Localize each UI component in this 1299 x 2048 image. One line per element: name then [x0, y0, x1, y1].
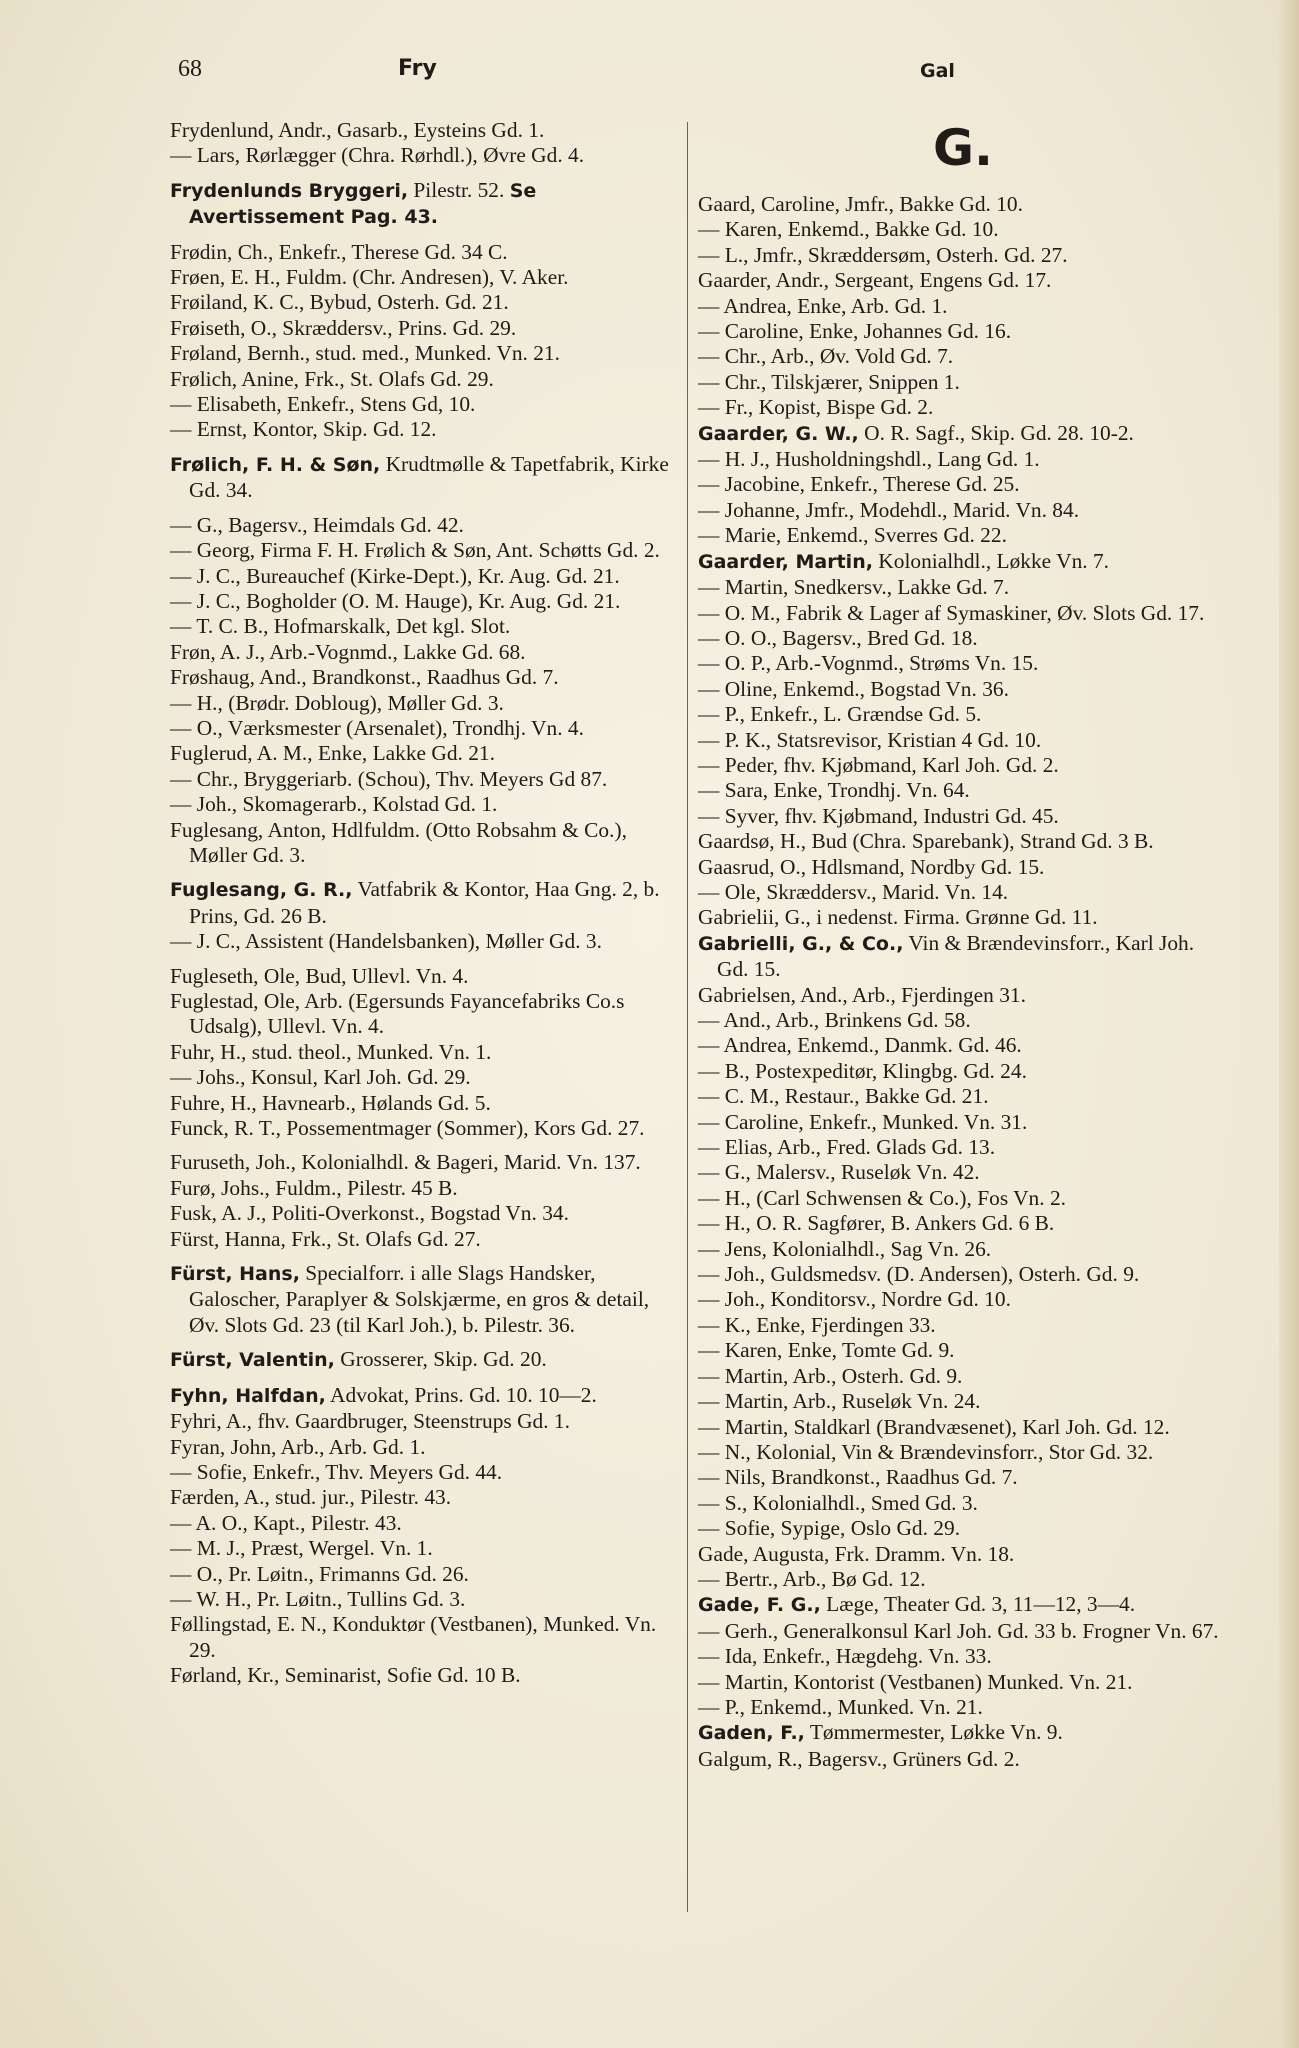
directory-entry: [698, 905, 1228, 930]
entry-text: — K., Enke, Fjerdingen 33.: [698, 1312, 936, 1337]
directory-entry: [170, 1663, 678, 1688]
right-running-head: Gal: [920, 60, 955, 82]
entry-text: — P., Enkefr., L. Grændse Gd. 5.: [698, 702, 982, 727]
entry-text: — B., Postexpeditør, Klingbg. Gd. 24.: [698, 1058, 1027, 1083]
entry-text: Frøen, E. H., Fuldm. (Chr. Andresen), V. Aker.: [170, 265, 569, 290]
entry-text: — Joh., Skomagerarb., Kolstad Gd. 1.: [170, 792, 498, 817]
entry-text: — Martin, Staldkarl (Brandvæsenet), Karl Joh. Gd. 12.: [698, 1414, 1170, 1439]
entry-text: Tømmermester, Løkke Vn. 9.: [804, 1720, 1063, 1745]
directory-entry: [698, 1720, 1228, 1746]
directory-entry: [698, 1110, 1228, 1135]
directory-entry: [698, 778, 1228, 803]
directory-entry: [170, 1040, 678, 1065]
directory-entry: [698, 728, 1228, 753]
entry-text: — Gerh., Generalkonsul Karl Joh. Gd. 33 b. Frogner Vn. 67.: [698, 1618, 1219, 1643]
directory-entry: [698, 1262, 1228, 1287]
entry-text: Funck, R. T., Possementmager (Sommer), Kors Gd. 27.: [170, 1116, 645, 1141]
directory-entry: [170, 716, 678, 741]
directory-entry: [170, 417, 678, 442]
entry-text: — Jacobine, Enkefr., Therese Gd. 25.: [698, 472, 1020, 497]
entry-text: — Joh., Guldsmedsv. (D. Andersen), Osterh. Gd. 9.: [698, 1262, 1140, 1287]
directory-entry: [170, 665, 678, 690]
directory-entry: [698, 931, 1228, 983]
entry-text: Frølich, Anine, Frk., St. Olafs Gd. 29.: [170, 366, 494, 391]
directory-entry: [698, 1695, 1228, 1720]
directory-entry: [170, 818, 678, 869]
directory-entry: [698, 575, 1228, 600]
directory-entry: [698, 1364, 1228, 1389]
entry-text: — Georg, Firma F. H. Frølich & Søn, Ant. Schøtts Gd. 2.: [170, 538, 660, 563]
entry-text: — Martin, Kontorist (Vestbanen) Munked. Vn. 21.: [698, 1669, 1133, 1694]
directory-entry: [170, 143, 678, 168]
directory-entry: [698, 1313, 1228, 1338]
entry-text: — Caroline, Enkefr., Munked. Vn. 31.: [698, 1109, 1028, 1134]
entry-text: Galgum, R., Bagersv., Grüners Gd. 2.: [698, 1746, 1020, 1771]
directory-entry: [698, 217, 1228, 242]
directory-entry: [698, 268, 1228, 293]
directory-entry: [170, 1383, 678, 1409]
entry-text: — Johs., Konsul, Karl Joh. Gd. 29.: [170, 1065, 471, 1090]
directory-entry: [698, 344, 1228, 369]
directory-entry: [170, 792, 678, 817]
entry-text: — Sofie, Sypige, Oslo Gd. 29.: [698, 1516, 961, 1541]
directory-entry: [698, 1237, 1228, 1262]
directory-entry: [170, 1116, 678, 1141]
directory-entry: [170, 265, 678, 290]
directory-entry: [170, 1347, 678, 1373]
entry-text: Læge, Theater Gd. 3, 11—12, 3—4.: [820, 1592, 1136, 1617]
directory-entry: [698, 702, 1228, 727]
entry-text: — P. K., Statsrevisor, Kristian 4 Gd. 10.: [698, 727, 1042, 752]
directory-entry: [698, 1287, 1228, 1312]
entry-text: — O. O., Bagersv., Bred Gd. 18.: [698, 625, 978, 650]
entry-text: — O. M., Fabrik & Lager af Symaskiner, Øv. Slots Gd. 17.: [698, 600, 1205, 625]
directory-entry: [170, 367, 678, 392]
entry-text: — J. C., Assistent (Handelsbanken), Møller Gd. 3.: [170, 929, 602, 954]
entry-text: — O., Værksmester (Arsenalet), Trondhj. Vn. 4.: [170, 715, 584, 740]
directory-entry: [170, 1485, 678, 1510]
directory-entry: [698, 626, 1228, 651]
firm-name: Fürst, Hans,: [170, 1263, 300, 1286]
entry-text: Fuhre, H., Havnearb., Hølands Gd. 5.: [170, 1090, 491, 1115]
directory-entry: [698, 601, 1228, 626]
entry-text: — Fr., Kopist, Bispe Gd. 2.: [698, 395, 934, 420]
entry-text: Fugleseth, Ole, Bud, Ullevl. Vn. 4.: [170, 963, 469, 988]
entry-text: Frøiseth, O., Skræddersv., Prins. Gd. 29.: [170, 315, 517, 340]
entry-text: — C. M., Restaur., Bakke Gd. 21.: [698, 1084, 989, 1109]
directory-entry: [698, 1465, 1228, 1490]
entry-text: Føllingstad, E. N., Konduktør (Vestbanen), Munked. Vn. 29.: [170, 1612, 657, 1662]
firm-name: Gabrielli, G., & Co.,: [698, 932, 904, 955]
directory-entry: [698, 1389, 1228, 1414]
entry-text: — Oline, Enkemd., Bogstad Vn. 36.: [698, 676, 1009, 701]
entry-text: — H., (Carl Schwensen & Co.), Fos Vn. 2.: [698, 1185, 1066, 1210]
entry-text: Fusk, A. J., Politi-Overkonst., Bogstad Vn. 34.: [170, 1201, 569, 1226]
entry-text: — And., Arb., Brinkens Gd. 58.: [698, 1008, 971, 1032]
entry-text: — J. C., Bureauchef (Kirke-Dept.), Kr. Aug. Gd. 21.: [170, 563, 620, 588]
firm-name: Fuglesang, G. R.,: [170, 879, 353, 902]
right-column-entries: [698, 192, 1228, 1772]
directory-entry: [698, 523, 1228, 548]
firm-name: Gaden, F.,: [698, 1722, 805, 1745]
entry-text: — A. O., Kapt., Pilestr. 43.: [170, 1510, 402, 1535]
directory-entry: [698, 1186, 1228, 1211]
left-column: [170, 118, 678, 1689]
directory-entry: [170, 614, 678, 639]
entry-text: — Ole, Skræddersv., Marid. Vn. 14.: [698, 879, 1009, 904]
directory-entry: [170, 392, 678, 417]
directory-entry: [170, 989, 678, 1040]
entry-text: Specialforr. i alle Slags Handsker, Galoscher, Paraplyer & Solskjærme, en gros & detail, Øv. Slots Gd. 23 (til Karl Joh.), b. Pilestr. 36.: [189, 1261, 650, 1337]
entry-text: — W. H., Pr. Løitn., Tullins Gd. 3.: [170, 1586, 466, 1611]
firm-name: Gaarder, Martin,: [698, 550, 873, 573]
directory-entry: [698, 472, 1228, 497]
entry-text: — O., Pr. Løitn., Frimanns Gd. 26.: [170, 1561, 469, 1586]
entry-text: — Lars, Rørlægger (Chra. Rørhdl.), Øvre Gd. 4.: [170, 143, 585, 168]
firm-name: Frølich, F. H. & Søn,: [170, 453, 381, 476]
page-edge: [1279, 0, 1299, 2048]
entry-text: — Martin, Snedkersv., Lakke Gd. 7.: [698, 575, 1010, 600]
directory-entry: [698, 1211, 1228, 1236]
directory-entry: [698, 829, 1228, 854]
entry-text: Vin & Brændevinsforr., Karl Joh. Gd. 15.: [717, 930, 1195, 982]
entry-text: Gade, Augusta, Frk. Dramm. Vn. 18.: [698, 1541, 1015, 1566]
directory-entry: [698, 1644, 1228, 1669]
directory-entry: [698, 677, 1228, 702]
entry-text: Vatfabrik & Kontor, Haa Gng. 2, b. Prins, Gd. 26 B.: [189, 877, 660, 928]
entry-text: — N., Kolonial, Vin & Brændevinsforr., Stor Gd. 32.: [698, 1439, 1154, 1464]
directory-entry: [170, 1176, 678, 1201]
entry-text: Gaasrud, O., Hdlsmand, Nordby Gd. 15.: [698, 854, 1045, 879]
directory-entry: [698, 1135, 1228, 1160]
entry-text: Gaarder, Andr., Sergeant, Engens Gd. 17.: [698, 268, 1052, 293]
firm-name: Fyhn, Halfdan,: [170, 1384, 326, 1407]
directory-entry: [698, 1415, 1228, 1440]
directory-entry: [698, 1747, 1228, 1772]
entry-text: — Karen, Enke, Tomte Gd. 9.: [698, 1338, 955, 1363]
directory-entry: [698, 1008, 1228, 1033]
entry-text: — Ida, Enkefr., Hægdehg. Vn. 33.: [698, 1644, 992, 1669]
directory-entry: [698, 1338, 1228, 1363]
directory-entry: [698, 1440, 1228, 1465]
directory-entry: [170, 589, 678, 614]
entry-text: Gabrielii, G., i nedenst. Firma. Grønne Gd. 11.: [698, 905, 1098, 930]
directory-entry: [170, 564, 678, 589]
entry-text: Gaardsø, H., Bud (Chra. Sparebank), Strand Gd. 3 B.: [698, 829, 1154, 854]
right-column: [698, 118, 1228, 1772]
entry-text: — S., Kolonialhdl., Smed Gd. 3.: [698, 1490, 978, 1515]
entry-text: — H., O. R. Sagfører, B. Ankers Gd. 6 B.: [698, 1211, 1055, 1236]
directory-entry: [170, 1227, 678, 1252]
directory-entry: [698, 319, 1228, 344]
directory-entry: [170, 1091, 678, 1116]
entry-text: Furø, Johs., Fuldm., Pilestr. 45 B.: [170, 1175, 458, 1200]
entry-text: Fürst, Hanna, Frk., St. Olafs Gd. 27.: [170, 1226, 481, 1251]
directory-entry: [170, 341, 678, 366]
directory-entry: [698, 855, 1228, 880]
entry-text: Færden, A., stud. jur., Pilestr. 43.: [170, 1485, 452, 1510]
directory-entry: [698, 651, 1228, 676]
directory-entry: [170, 1612, 678, 1663]
directory-entry: [170, 877, 678, 929]
entry-text: Gaard, Caroline, Jmfr., Bakke Gd. 10.: [698, 192, 1023, 216]
directory-entry: [170, 1460, 678, 1485]
directory-entry: [170, 1562, 678, 1587]
directory-entry: [698, 804, 1228, 829]
entry-text: Pilestr. 52.: [408, 177, 510, 202]
entry-text: — M. J., Præst, Wergel. Vn. 1.: [170, 1536, 433, 1561]
entry-text: — Ernst, Kontor, Skip. Gd. 12.: [170, 417, 437, 442]
entry-text: — Peder, fhv. Kjøbmand, Karl Joh. Gd. 2.: [698, 752, 1059, 777]
entry-text: — L., Jmfr., Skræddersøm, Osterh. Gd. 27.: [698, 242, 1068, 267]
entry-text: — G., Bagersv., Heimdals Gd. 42.: [170, 512, 464, 537]
directory-entry: [698, 549, 1228, 575]
directory-entry: [170, 538, 678, 563]
entry-text: — H., (Brødr. Dobloug), Møller Gd. 3.: [170, 690, 504, 715]
directory-entry: [170, 178, 678, 231]
entry-text: Frøshaug, And., Brandkonst., Raadhus Gd. 7.: [170, 665, 559, 690]
entry-text: — Nils, Brandkonst., Raadhus Gd. 7.: [698, 1465, 1018, 1490]
directory-entry: [170, 1201, 678, 1226]
directory-entry: [698, 1542, 1228, 1567]
entry-text: — O. P., Arb.-Vognmd., Strøms Vn. 15.: [698, 651, 1039, 676]
directory-entry: [170, 929, 678, 954]
entry-text: Fuglerud, A. M., Enke, Lakke Gd. 21.: [170, 741, 495, 766]
directory-entry: [170, 1261, 678, 1338]
directory-entry: [170, 240, 678, 265]
directory-entry: [698, 1670, 1228, 1695]
entry-text: — H. J., Husholdningshdl., Lang Gd. 1.: [698, 447, 1040, 472]
firm-name: Frydenlunds Bryggeri,: [170, 179, 409, 202]
firm-name: Fürst, Valentin,: [170, 1349, 335, 1372]
directory-entry: [698, 1491, 1228, 1516]
entry-text: — Elias, Arb., Fred. Glads Gd. 13.: [698, 1135, 996, 1160]
directory-entry: [170, 1587, 678, 1612]
entry-text: Førland, Kr., Seminarist, Sofie Gd. 10 B.: [170, 1663, 521, 1688]
entry-text: — Chr., Arb., Øv. Vold Gd. 7.: [698, 344, 954, 369]
page-number: 68: [178, 56, 202, 82]
directory-entry: [170, 767, 678, 792]
entry-text: — Joh., Konditorsv., Nordre Gd. 10.: [698, 1287, 1011, 1312]
directory-entry: [170, 452, 678, 504]
entry-text: — Elisabeth, Enkefr., Stens Gd, 10.: [170, 392, 476, 417]
directory-entry: [698, 243, 1228, 268]
directory-entry: [698, 370, 1228, 395]
entry-text: Frødin, Ch., Enkefr., Therese Gd. 34 C.: [170, 239, 508, 264]
entry-text: — Martin, Arb., Osterh. Gd. 9.: [698, 1363, 963, 1388]
directory-entry: [170, 290, 678, 315]
entry-text: — T. C. B., Hofmarskalk, Det kgl. Slot.: [170, 614, 511, 639]
directory-entry: [170, 316, 678, 341]
directory-entry: [170, 118, 678, 143]
entry-text: Gabrielsen, And., Arb., Fjerdingen 31.: [698, 982, 1026, 1007]
entry-text: — Jens, Kolonialhdl., Sag Vn. 26.: [698, 1236, 992, 1261]
directory-entry: [170, 513, 678, 538]
entry-text: — Karen, Enkemd., Bakke Gd. 10.: [698, 217, 999, 242]
entry-text: — P., Enkemd., Munked. Vn. 21.: [698, 1694, 983, 1719]
directory-entry: [698, 498, 1228, 523]
page-header: [0, 56, 1299, 96]
firm-name: Gaarder, G. W.,: [698, 422, 859, 445]
directory-entry: [698, 1059, 1228, 1084]
directory-entry: [698, 294, 1228, 319]
directory-entry: [698, 983, 1228, 1008]
directory-entry: [698, 1084, 1228, 1109]
entry-text: — Marie, Enkemd., Sverres Gd. 22.: [698, 523, 1007, 548]
entry-text: Frøiland, K. C., Bybud, Osterh. Gd. 21.: [170, 290, 509, 315]
entry-text: — Sara, Enke, Trondhj. Vn. 64.: [698, 778, 970, 803]
entry-text: Kolonialhdl., Løkke Vn. 7.: [872, 548, 1110, 573]
directory-entry: [698, 753, 1228, 778]
directory-entry: [170, 1435, 678, 1460]
entry-text: — J. C., Bogholder (O. M. Hauge), Kr. Aug. Gd. 21.: [170, 588, 621, 613]
entry-text: — Martin, Arb., Ruseløk Vn. 24.: [698, 1389, 981, 1414]
entry-text: Frøn, A. J., Arb.-Vognmd., Lakke Gd. 68.: [170, 639, 526, 664]
directory-entry: [698, 1567, 1228, 1592]
entry-text: Fyran, John, Arb., Arb. Gd. 1.: [170, 1434, 426, 1459]
directory-entry: [698, 880, 1228, 905]
directory-entry: [698, 1516, 1228, 1541]
entry-text: — Chr., Bryggeriarb. (Schou), Thv. Meyers Gd 87.: [170, 766, 608, 791]
directory-entry: [698, 1619, 1228, 1644]
entry-text: — G., Malersv., Ruseløk Vn. 42.: [698, 1160, 980, 1185]
entry-text: Fuglesang, Anton, Hdlfuldm. (Otto Robsahm & Co.), Møller Gd. 3.: [170, 817, 627, 867]
entry-text: — Syver, fhv. Kjøbmand, Industri Gd. 45.: [698, 803, 1059, 828]
entry-text: Fuglestad, Ole, Arb. (Egersunds Fayancefabriks Co.s Udsalg), Ullevl. Vn. 4.: [170, 989, 625, 1039]
directory-entry: [170, 1511, 678, 1536]
directory-entry: [170, 1409, 678, 1434]
directory-entry: [698, 192, 1228, 217]
directory-entry: [170, 640, 678, 665]
entry-text: Grosserer, Skip. Gd. 20.: [334, 1347, 547, 1372]
directory-entry: [698, 395, 1228, 420]
directory-entry: [698, 1592, 1228, 1618]
section-letter: G.: [932, 119, 994, 177]
directory-entry: [698, 447, 1228, 472]
directory-entry: [170, 1536, 678, 1561]
entry-text: — Sofie, Enkefr., Thv. Meyers Gd. 44.: [170, 1459, 503, 1484]
entry-text: — Chr., Tilskjærer, Snippen 1.: [698, 369, 960, 394]
entry-text: Frøland, Bernh., stud. med., Munked. Vn. 21.: [170, 341, 560, 366]
entry-text: — Caroline, Enke, Johannes Gd. 16.: [698, 319, 1012, 344]
entry-text: — Andrea, Enke, Arb. Gd. 1.: [698, 293, 948, 318]
entry-text: — Andrea, Enkemd., Danmk. Gd. 46.: [698, 1033, 1022, 1058]
column-divider: [687, 122, 688, 1912]
entry-text: Fuhr, H., stud. theol., Munked. Vn. 1.: [170, 1039, 492, 1064]
entry-text: Advokat, Prins. Gd. 10. 10—2.: [325, 1382, 597, 1407]
entry-text: Frydenlund, Andr., Gasarb., Eysteins Gd. 1.: [170, 118, 545, 142]
firm-name: Gade, F. G.,: [698, 1594, 821, 1617]
advert-note: Se Avertissement Pag. 43.: [189, 179, 537, 229]
directory-entry: [170, 1150, 678, 1175]
directory-entry: [170, 741, 678, 766]
directory-entry: [170, 964, 678, 989]
directory-entry: [698, 1160, 1228, 1185]
entry-text: Fyhri, A., fhv. Gaardbruger, Steenstrups Gd. 1.: [170, 1409, 570, 1434]
left-running-head: Fry: [398, 56, 437, 81]
entry-text: O. R. Sagf., Skip. Gd. 28. 10-2.: [858, 420, 1134, 445]
directory-entry: [170, 691, 678, 716]
directory-entry: [698, 1033, 1228, 1058]
entry-text: Krudtmølle & Tapetfabrik, Kirke Gd. 34.: [189, 451, 669, 503]
entry-text: Furuseth, Joh., Kolonialhdl. & Bageri, Marid. Vn. 137.: [170, 1150, 641, 1175]
entry-text: — Bertr., Arb., Bø Gd. 12.: [698, 1566, 926, 1591]
directory-entry: [698, 421, 1228, 447]
entry-text: — Johanne, Jmfr., Modehdl., Marid. Vn. 84.: [698, 497, 1080, 522]
directory-entry: [170, 1065, 678, 1090]
